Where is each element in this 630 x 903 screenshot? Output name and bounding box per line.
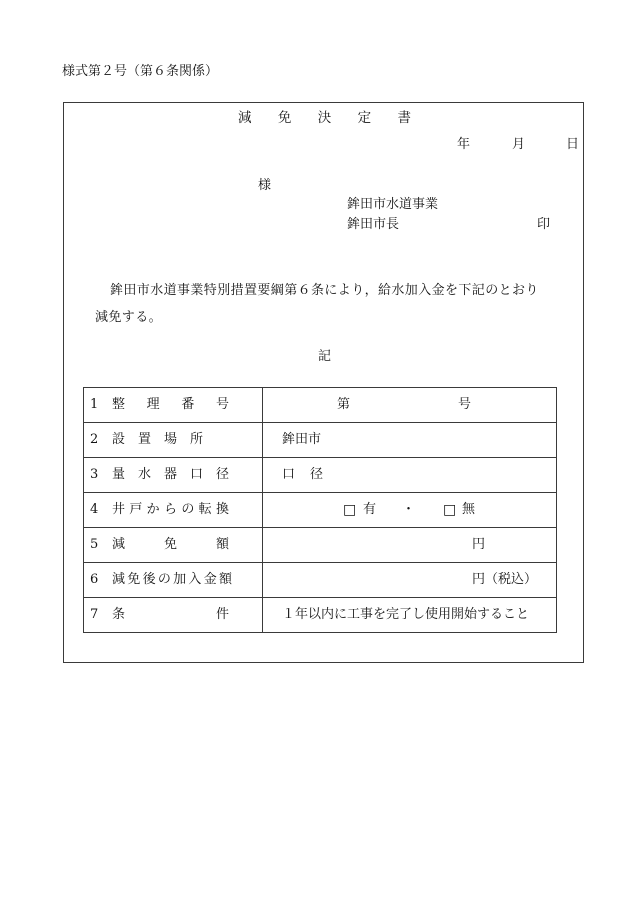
label-glyph: 後 — [142, 572, 156, 587]
label-glyph: 設 — [112, 432, 126, 447]
label-glyph: 免 — [127, 572, 141, 587]
label-glyph: ら — [163, 502, 177, 517]
row-label — [112, 572, 232, 588]
label-glyph: 減 — [112, 537, 126, 552]
label-glyph: 器 — [163, 467, 177, 482]
label-glyph: 決 — [317, 110, 332, 126]
label-glyph: 所 — [189, 432, 203, 447]
row-label — [112, 502, 229, 518]
label-glyph: 転 — [198, 502, 212, 517]
label-glyph: 額 — [215, 537, 229, 552]
row-label-cell — [84, 528, 263, 562]
row-label — [112, 432, 203, 448]
addressee-honorific: 様 — [258, 178, 272, 193]
row-value-cell — [263, 563, 556, 597]
label-glyph: 加 — [173, 572, 187, 587]
label-glyph: 額 — [218, 572, 232, 587]
reduction-amount-unit: 円 — [472, 537, 486, 552]
label-glyph: の — [181, 502, 195, 517]
row-value-cell — [263, 493, 556, 527]
row-label-cell — [84, 493, 263, 527]
row-value-cell — [263, 388, 556, 422]
label-glyph: 理 — [146, 397, 160, 412]
date-month-label: 月 — [512, 137, 526, 152]
label-glyph: 号 — [215, 397, 229, 412]
row-number: 5 — [90, 537, 99, 552]
row-label-cell — [84, 563, 263, 597]
label-glyph: 書 — [397, 110, 411, 126]
row-label — [112, 607, 229, 623]
row-number: 3 — [90, 467, 99, 482]
row-number: 6 — [90, 572, 99, 587]
label-glyph: 換 — [215, 502, 229, 517]
date-year-label: 年 — [457, 137, 471, 152]
label-glyph: 免 — [163, 537, 177, 552]
meter-diameter-value: 口径 — [282, 467, 339, 482]
label-glyph: 免 — [277, 110, 292, 126]
label-glyph: 径 — [215, 467, 229, 482]
row-label — [112, 467, 229, 483]
row-value-cell — [263, 598, 556, 632]
table-row — [84, 388, 556, 422]
option-label-yes: 有 — [363, 502, 377, 517]
checkbox-icon: □ — [443, 502, 457, 518]
row-value-cell — [263, 458, 556, 492]
label-glyph: 減 — [112, 572, 126, 587]
form-number: 様式第２号（第６条関係） — [62, 64, 219, 79]
option-separator: ・ — [402, 502, 416, 517]
row-number: 2 — [90, 432, 99, 447]
row-label — [112, 537, 229, 553]
document-title — [238, 110, 411, 126]
option-label-no: 無 — [462, 502, 476, 517]
fee-after-reduction-unit: 円（税込） — [472, 572, 538, 587]
row-label — [112, 397, 229, 413]
label-glyph: 条 — [112, 607, 126, 622]
detail-table — [83, 387, 557, 633]
issuer-organization: 鉾田市水道事業 — [347, 197, 439, 212]
label-glyph: 井 — [112, 502, 126, 517]
label-glyph: 水 — [137, 467, 151, 482]
label-glyph: 件 — [215, 607, 229, 622]
number-prefix: 第 — [337, 397, 351, 412]
issuer-title: 鉾田市長 — [347, 217, 400, 232]
table-row — [84, 527, 556, 562]
label-glyph: 量 — [112, 467, 126, 482]
date-day-label: 日 — [566, 137, 580, 152]
body-text-line: 減免する。 — [95, 310, 163, 325]
label-glyph: 場 — [163, 432, 177, 447]
row-label-cell — [84, 388, 263, 422]
row-value-cell — [263, 423, 556, 457]
condition-value: １年以内に工事を完了し使用開始すること — [282, 607, 530, 622]
checkbox-icon: □ — [343, 502, 357, 518]
seal-mark: 印 — [537, 217, 551, 232]
label-glyph: 減 — [238, 110, 252, 126]
label-glyph: 入 — [188, 572, 202, 587]
number-suffix: 号 — [458, 397, 472, 412]
row-number: 7 — [90, 607, 99, 622]
table-row — [84, 457, 556, 492]
row-number: 4 — [90, 502, 99, 517]
row-number: 1 — [90, 397, 99, 412]
row-value-cell — [263, 528, 556, 562]
label-glyph: 整 — [112, 397, 126, 412]
label-glyph: 定 — [357, 110, 372, 126]
label-glyph: 金 — [203, 572, 217, 587]
label-glyph: 番 — [181, 397, 195, 412]
body-text-line: 鉾田市水道事業特別措置要綱第６条により，給水加入金を下記のとおり — [110, 283, 539, 298]
table-row — [84, 562, 556, 597]
label-glyph: の — [157, 572, 171, 587]
label-glyph: 戸 — [129, 502, 143, 517]
table-row — [84, 492, 556, 527]
row-label-cell — [84, 598, 263, 632]
record-heading: 記 — [318, 349, 332, 364]
label-glyph: 置 — [137, 432, 151, 447]
label-glyph: 口 — [189, 467, 203, 482]
row-label-cell — [84, 423, 263, 457]
label-glyph: か — [146, 502, 160, 517]
location-value: 鉾田市 — [282, 432, 322, 447]
row-label-cell — [84, 458, 263, 492]
table-row — [84, 597, 556, 632]
table-row — [84, 422, 556, 457]
